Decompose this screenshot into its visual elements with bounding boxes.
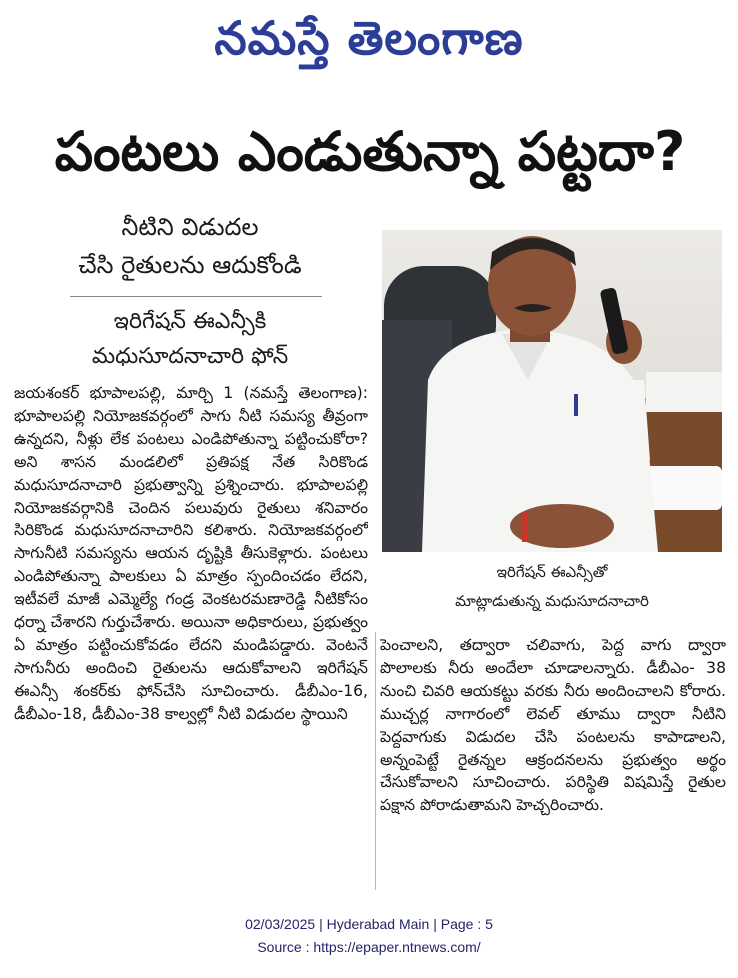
photo-caption — [382, 558, 722, 616]
article-column-left: జయశంకర్ భూపాలపల్లి, మార్చి 1 (నమస్తే తెలంగాణ): భూపాలపల్లి నియోజకవర్గంలో సాగు నీటి సమస్య తీవ్రంగా ఉన్నదని, నీళ్లు లేక పంటలు ఎండిపోతున్నా పట్టించుకోరా? అని శాసన మండలిలో ప్రతిపక్ష నేత సిరికొండ మధుసూదనాచారి ప్రభుత్వాన్ని ప్రశ్నించారు. భూపాలపల్లి నియోజకవర్గానికి చెందిన పలువురు రైతులు శనివారం సిరికొండ మధుసూదనాచారిని కలిశారు. నియోజకవర్గంలో సాగునీటి సమస్యను ఆయన దృష్టికి తీసుకెళ్లారు. పంటలు ఎండిపోతున్నా పాలకులు ఏ మాత్రం స్పందించడం లేదని, ఇటీవలే మాజీ ఎమ్మెల్యే గండ్ర వెంకటరమణారెడ్డి నీటికోసం ధర్నా చేశారని గుర్తుచేశారు. అయినా అధికారులు, ప్రభుత్వం ఏ మాత్రం పట్టించుకోవడం లేదని మండిపడ్డారు. వెంటనే సాగునీరు అందించి రైతులను ఆదుకోవాలని ఇరిగేషన్ ఈఎన్సీ శంకర్‌కు ఫోన్‌చేసి సూచించారు. డీబీఎం-16, డీబీఎం-18, డీబీఎం-38 కాల్వల్లో నీటి విడుదల స్థాయిని — [14, 384, 368, 723]
article-column-right: పెంచాలని, తద్వారా చలివాగు, పెద్ద వాగు ద్వారా పొలాలకు నీరు అందేలా చూడాలన్నారు. డీబీఎం- 38 నుంచి చివరి ఆయకట్టు వరకు నీరు అందించాలని కోరారు. ముచ్చర్ల నాగారంలో లెవల్ తూము ద్వారా నీటిని పెద్దవాగుకు విడుదల చేసి పంటలను కాపాడాలని, అన్నంపెట్టే రైతన్నల ఆక్రందనలను ప్రభుత్వం అర్థం చేసుకోవాలని సూచించారు. పరిస్థితి విషమిస్తే రైతుల పక్షాన పోరాడుతామని హెచ్చరించారు. — [380, 636, 726, 815]
article-photo — [382, 230, 722, 552]
caption-line: ఇరిగేషన్ ఈఎన్సీతో — [496, 563, 608, 581]
caption-line: మాట్లాడుతున్న మధుసూదనాచారి — [455, 592, 649, 610]
deck-divider — [70, 296, 322, 297]
subheadline-line: ఇరిగేషన్ ఈఎన్సీకి — [113, 309, 267, 334]
subheadline-line: మధుసూదనాచారి ఫోన్ — [91, 344, 289, 369]
photo-illustration — [382, 230, 722, 552]
source-link[interactable]: Source : https://epaper.ntnews.com/ — [257, 939, 481, 955]
subheadline-line: నీటిని విడుదల — [121, 213, 259, 241]
page-footer — [0, 913, 738, 959]
masthead-logo: నమస్తే తెలంగాణ — [214, 11, 524, 65]
subheadline-line: చేసి రైతులను ఆదుకోండి — [78, 251, 302, 279]
subheadline-primary — [40, 208, 340, 284]
column-divider — [375, 632, 376, 890]
subheadline-secondary — [40, 304, 340, 374]
headline: పంటలు ఎండుతున్నా పట్టదా? — [54, 120, 686, 183]
edition-info: 02/03/2025 | Hyderabad Main | Page : 5 — [245, 916, 493, 932]
